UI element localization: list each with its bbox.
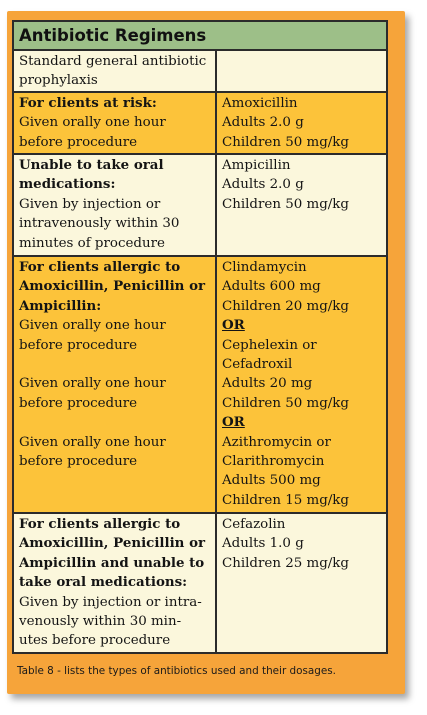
table-row — [14, 514, 386, 652]
text-line: Adults 2.0 g — [222, 177, 304, 193]
text-line: Children 20 mg/kg — [222, 298, 349, 314]
text-line: before procedure — [19, 337, 138, 353]
text-line: Ampicillin — [222, 158, 291, 173]
text-line: Cephelexin or — [222, 337, 317, 353]
text-line: Amoxicillin, Penicillin or — [19, 278, 206, 295]
text-line: Given orally one hour — [19, 376, 166, 392]
text-line: Cefazolin — [222, 517, 286, 532]
text-line: Children 50 mg/kg — [222, 134, 349, 150]
text-line: Adults 600 mg — [222, 279, 321, 295]
text-line: venously within 30 min- — [19, 614, 182, 630]
row-regimen — [217, 155, 386, 255]
text-line: minutes of procedure — [19, 235, 165, 251]
text-line: Given by injection or intra- — [19, 594, 202, 610]
text-line: Adults 1.0 g — [222, 536, 304, 552]
row-condition — [14, 51, 217, 91]
text-line: Children 25 mg/kg — [222, 555, 349, 571]
table-row — [14, 155, 386, 257]
text-line: Adults 500 mg — [222, 473, 321, 489]
table-row — [14, 51, 386, 93]
text-line: Ampicillin and unable to — [19, 554, 205, 571]
text-line: Amoxicillin — [222, 96, 298, 111]
text-line: For clients at risk: — [19, 95, 157, 111]
text-line: Given by injection or — [19, 196, 161, 212]
row-regimen — [217, 514, 386, 652]
text-line: Clindamycin — [222, 260, 307, 275]
text-line: before procedure — [19, 134, 138, 150]
text-line: Clarithromycin — [222, 454, 325, 470]
row-regimen — [217, 51, 386, 91]
text-line: For clients allergic to — [19, 259, 181, 275]
text-line: Adults 2.0 g — [222, 115, 304, 131]
text-line: Given orally one hour — [19, 115, 166, 131]
text-line: intravenously within 30 — [19, 216, 180, 232]
text-line: Children 15 mg/kg — [222, 492, 349, 508]
row-condition — [14, 514, 217, 652]
text-line: For clients allergic to — [19, 516, 181, 532]
text-line: prophylaxis — [19, 73, 98, 89]
row-condition — [14, 93, 217, 153]
or-separator: OR — [222, 317, 245, 334]
text-line: before procedure — [19, 454, 138, 470]
table-row — [14, 257, 386, 514]
text-line: Children 50 mg/kg — [222, 196, 349, 212]
text-line: Given orally one hour — [19, 318, 166, 334]
text-line: Adults 20 mg — [222, 376, 313, 392]
text-line: Azithromycin or — [222, 434, 331, 450]
text-line: utes before procedure — [19, 633, 171, 649]
row-regimen — [217, 93, 386, 153]
table-row — [14, 93, 386, 155]
row-regimen — [217, 257, 386, 512]
text-line: Ampicillin: — [19, 297, 102, 314]
text-line: Given orally one hour — [19, 434, 166, 450]
antibiotic-regimens-table — [12, 20, 388, 654]
text-line: Unable to take oral — [19, 157, 164, 173]
text-line: Standard general antibiotic — [19, 54, 207, 69]
text-line: Children 50 mg/kg — [222, 395, 349, 411]
text-line: Amoxicillin, Penicillin or — [19, 535, 206, 552]
text-line: before procedure — [19, 395, 138, 411]
text-line: Cefadroxil — [222, 357, 293, 373]
text-line: medications: — [19, 176, 116, 193]
row-condition — [14, 257, 217, 512]
row-condition — [14, 155, 217, 255]
table-caption: Table 8 - lists the types of antibiotics used and their dosages. — [17, 665, 336, 677]
or-separator: OR — [222, 414, 245, 431]
table-title: Antibiotic Regimens — [14, 22, 386, 51]
text-line: take oral medications: — [19, 574, 188, 591]
